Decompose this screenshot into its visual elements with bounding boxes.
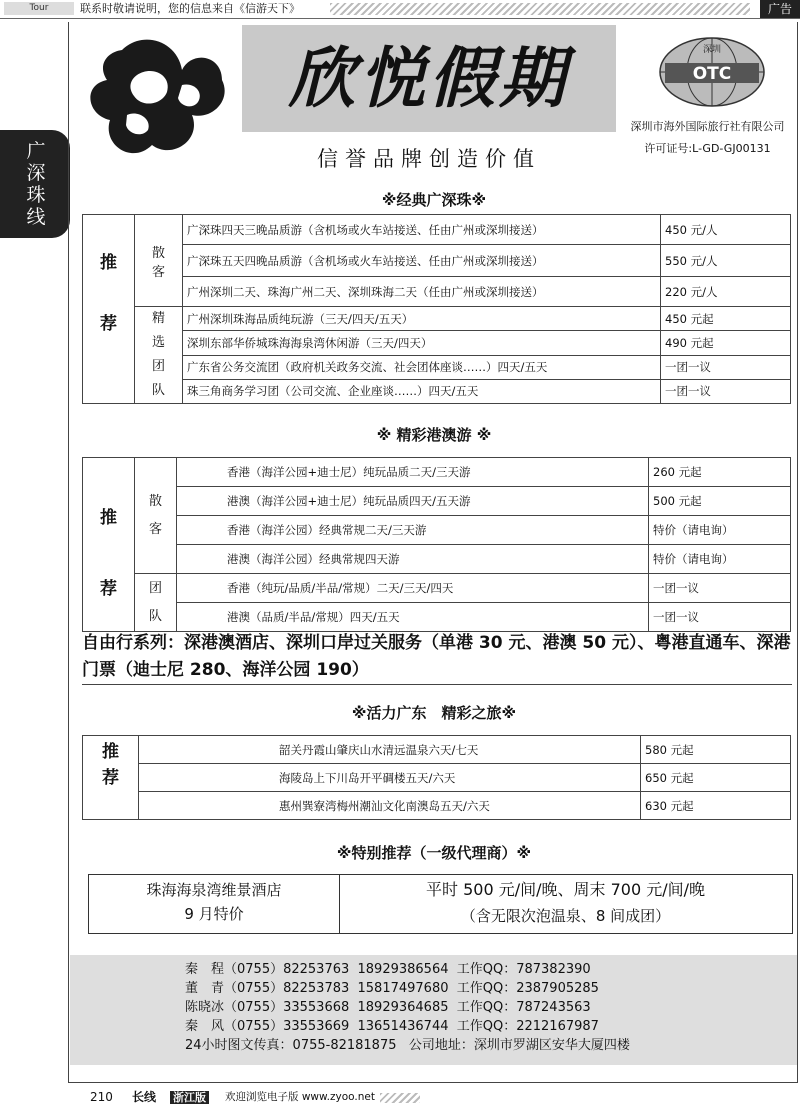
fax-address: 24小时图文传真：0755-82181875 公司地址：深圳市罗湖区安华大厦四楼	[185, 1038, 630, 1053]
flower-logo-icon	[82, 30, 242, 170]
tour-name: 海陵岛上下川岛开平碉楼五天/六天	[139, 764, 641, 792]
tour-price: 260 元起	[649, 458, 791, 487]
hotel-note: 9 月特价	[184, 905, 244, 923]
brand-title-box	[242, 25, 616, 132]
tour-price: 500 元起	[649, 487, 791, 516]
page-footer	[0, 1090, 800, 1105]
section-title-guangshenzhu: ※经典广深珠※	[381, 191, 487, 209]
tour-name: 广州深圳珠海品质纯玩游（三天/四天/五天）	[183, 307, 661, 331]
tour-price: 630 元起	[641, 792, 791, 820]
otc-logo-top-text: 深圳	[702, 45, 722, 55]
decorative-stripe	[330, 3, 750, 15]
source-note: 联系时敬请说明，您的信息来自《信游天下》	[80, 2, 300, 15]
tour-price: 一团一议	[649, 603, 791, 632]
recommend-label: 推	[83, 215, 135, 307]
group-label: 精 选 团 队	[135, 307, 183, 404]
tour-price: 特价（请电询）	[649, 545, 791, 574]
tour-price: 550 元/人	[661, 245, 791, 277]
section-title-guangdong: ※活力广东 精彩之旅※	[351, 704, 517, 722]
free-travel-series: 自由行系列：深港澳酒店、深圳口岸过关服务（单港 30 元、港澳 50 元）、粤港直通车、深港门票（迪士尼 280、海洋公园 190）	[82, 633, 791, 680]
group-label: 散 客	[135, 215, 183, 307]
page-number: 210	[90, 1090, 113, 1104]
brand-title: 欣悦假期	[289, 39, 569, 117]
otc-globe-logo-icon	[655, 35, 770, 110]
contact-row: 秦 程（0755）82253763 18929386564 工作QQ：787382390	[185, 962, 591, 977]
tour-name: 港澳（海洋公园）经典常规四天游	[177, 545, 649, 574]
tour-price: 450 元/人	[661, 215, 791, 245]
group-label: 团 队	[135, 574, 177, 632]
recommend-label: 荐	[83, 574, 135, 632]
tour-price: 一团一议	[661, 379, 791, 403]
special-offer-box	[88, 874, 793, 934]
tour-name: 深圳东部华侨城珠海海泉湾休闲游（三天/四天）	[183, 331, 661, 355]
hotel-price: 平时 500 元/间/晚、周末 700 元/间/晚	[426, 880, 705, 899]
tour-name: 韶关丹霞山肇庆山水清远温泉六天/七天	[139, 736, 641, 764]
license-number: 许可证号:L-GD-GJ00131	[644, 142, 771, 155]
tour-price: 580 元起	[641, 736, 791, 764]
tour-price: 特价（请电询）	[649, 516, 791, 545]
tour-name: 香港（纯玩/品质/半品/常规）二天/三天/四天	[177, 574, 649, 603]
tour-name: 港澳（海洋公园+迪士尼）纯玩品质四天/五天游	[177, 487, 649, 516]
tour-name: 港澳（品质/半品/常规）四天/五天	[177, 603, 649, 632]
group-label: 散 客	[135, 458, 177, 574]
recommend-label: 推	[83, 458, 135, 574]
tour-name: 珠三角商务学习团（公司交流、企业座谈……）四天/五天	[183, 379, 661, 403]
brand-slogan: 信誉品牌创造价值	[317, 147, 541, 171]
contact-row: 秦 风（0755）33553669 13651436744 工作QQ：2212167987	[185, 1019, 599, 1034]
otc-logo-text: OTC	[692, 64, 732, 84]
contact-row: 陈晓冰（0755）33553668 18929364685 工作QQ：787243563	[185, 1000, 591, 1015]
decorative-stripe	[380, 1093, 420, 1103]
edition-badge: 浙江版	[170, 1091, 209, 1104]
route-side-tab	[0, 130, 70, 238]
tour-name: 广深珠四天三晚品质游（含机场或火车站接送、任由广州或深圳接送）	[183, 215, 661, 245]
hotel-price-note: （含无限次泡温泉、8 间成团）	[460, 907, 671, 925]
divider	[82, 684, 792, 685]
hk-macau-table	[82, 457, 791, 632]
tour-price: 490 元起	[661, 331, 791, 355]
tour-name: 广深珠五天四晚品质游（含机场或火车站接送、任由广州或深圳接送）	[183, 245, 661, 277]
guangshenzhu-table	[82, 214, 791, 404]
special-hotel-cell	[89, 875, 340, 933]
tour-name: 广东省公务交流团（政府机关政务交流、社会团体座谈……）四天/五天	[183, 355, 661, 379]
side-tab-label: 广深珠线	[26, 140, 46, 228]
contact-panel	[70, 955, 797, 1065]
tour-name: 香港（海洋公园+迪士尼）纯玩品质二天/三天游	[177, 458, 649, 487]
tour-price: 450 元起	[661, 307, 791, 331]
tour-price: 650 元起	[641, 764, 791, 792]
publication-logo: Tour	[4, 2, 74, 15]
tour-price: 220 元/人	[661, 277, 791, 307]
tour-price: 一团一议	[661, 355, 791, 379]
ad-label: 广告	[760, 0, 800, 18]
footer-text: 欢迎浏览电子版 www.zyoo.net	[225, 1091, 375, 1103]
company-name: 深圳市海外国际旅行社有限公司	[630, 120, 785, 133]
tour-name: 广州深圳二天、珠海广州二天、深圳珠海二天（任由广州或深圳接送）	[183, 277, 661, 307]
tour-name: 惠州巽寮湾梅州潮汕文化南澳岛五天/六天	[139, 792, 641, 820]
tour-price: 一团一议	[649, 574, 791, 603]
recommend-label: 荐	[83, 307, 135, 404]
hotel-name: 珠海海泉湾维景酒店	[146, 881, 282, 899]
recommend-label: 推 荐	[83, 736, 139, 820]
section-title-hk-macau: ※ 精彩港澳游 ※	[376, 426, 492, 444]
footer-brand: 长线	[132, 1090, 157, 1104]
contact-row: 董 青（0755）82253783 15817497680 工作QQ：2387905285	[185, 981, 599, 996]
tour-name: 香港（海洋公园）经典常规二天/三天游	[177, 516, 649, 545]
guangdong-table	[82, 735, 791, 820]
section-title-special: ※特别推荐（一级代理商）※	[336, 844, 532, 862]
